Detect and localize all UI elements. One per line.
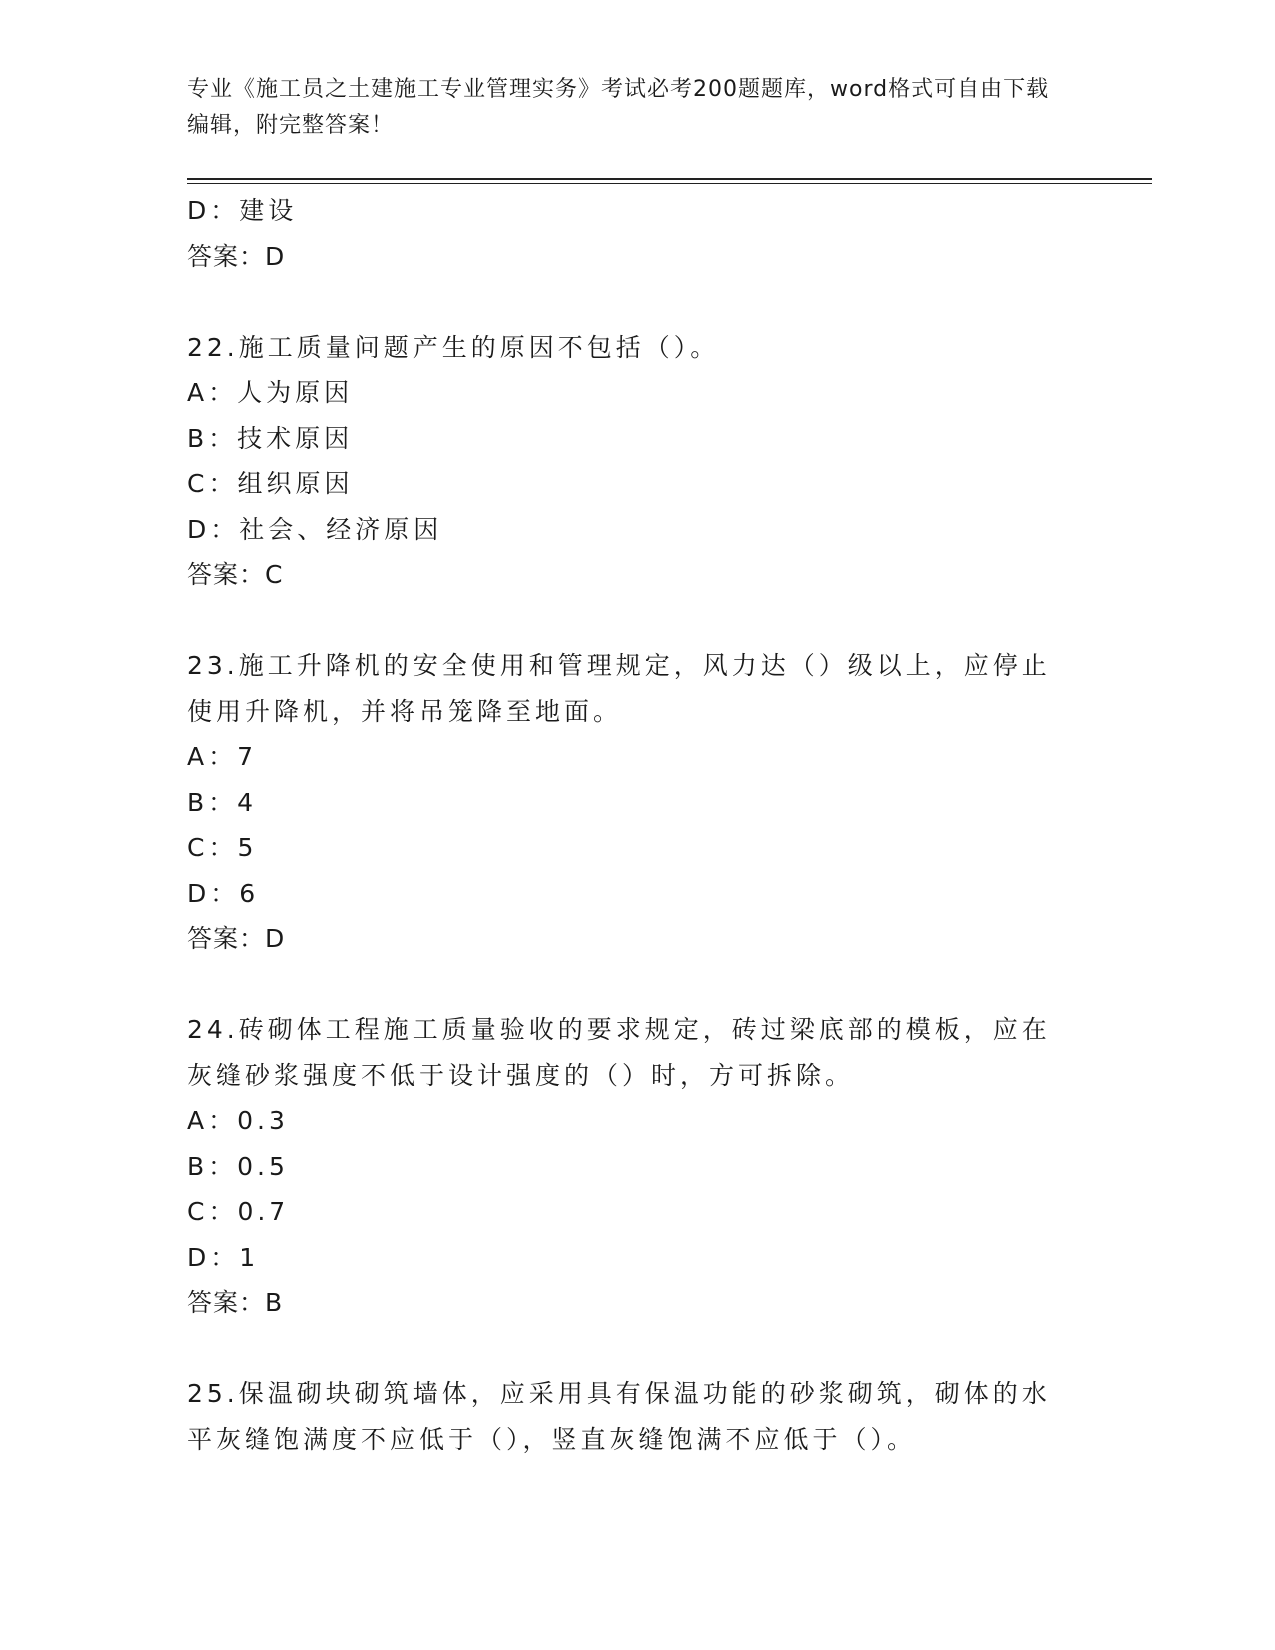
question-23-option-d: D：6 xyxy=(187,878,260,908)
question-22-option-b: B：技术原因 xyxy=(187,423,354,453)
document-body xyxy=(187,188,1087,1462)
question-22 xyxy=(187,325,1087,598)
question-22-answer: 答案：C xyxy=(187,560,284,589)
spacer xyxy=(187,1326,1087,1372)
header-rule xyxy=(187,178,1152,184)
spacer xyxy=(187,598,1087,644)
document-header: 专业《施工员之土建施工专业管理实务》考试必考200题题库，word格式可自由下载编辑，附完整答案！ xyxy=(187,77,1050,138)
question-22-option-c: C：组织原因 xyxy=(187,469,354,498)
question-24-answer: 答案：B xyxy=(187,1288,284,1317)
question-24 xyxy=(187,1007,1087,1326)
question-23-text: 23.施工升降机的安全使用和管理规定，风力达（）级以上，应停止使用升降机，并将吊笼降至地面。 xyxy=(187,651,1051,726)
question-24-option-d: D：1 xyxy=(187,1242,260,1272)
question-24-text: 24.砖砌体工程施工质量验收的要求规定，砖过梁底部的模板，应在灰缝砂浆强度不低于设计强度的（）时，方可拆除。 xyxy=(187,1015,1051,1090)
prev-option-d: D：建设 xyxy=(187,196,298,225)
question-23-option-a: A：7 xyxy=(187,742,258,771)
question-23-option-c: C：5 xyxy=(187,833,258,862)
question-24-option-c: C：0.7 xyxy=(187,1197,290,1226)
question-23-answer: 答案：D xyxy=(187,924,286,953)
question-25-text: 25.保温砌块砌筑墙体，应采用具有保温功能的砂浆砌筑，砌体的水平灰缝饱满度不应低于（），竖直灰缝饱满不应低于（）。 xyxy=(187,1379,1051,1454)
question-24-option-a: A：0.3 xyxy=(187,1106,289,1135)
prev-answer: 答案：D xyxy=(187,241,286,271)
question-24-option-b: B：0.5 xyxy=(187,1151,289,1181)
question-22-text: 22.施工质量问题产生的原因不包括（）。 xyxy=(187,332,720,362)
question-25 xyxy=(187,1371,1087,1462)
question-22-option-a: A：人为原因 xyxy=(187,378,354,407)
spacer xyxy=(187,962,1087,1008)
question-23-option-b: B：4 xyxy=(187,787,258,817)
spacer xyxy=(187,279,1087,325)
question-22-option-d: D：社会、经济原因 xyxy=(187,514,443,544)
question-23 xyxy=(187,643,1087,962)
